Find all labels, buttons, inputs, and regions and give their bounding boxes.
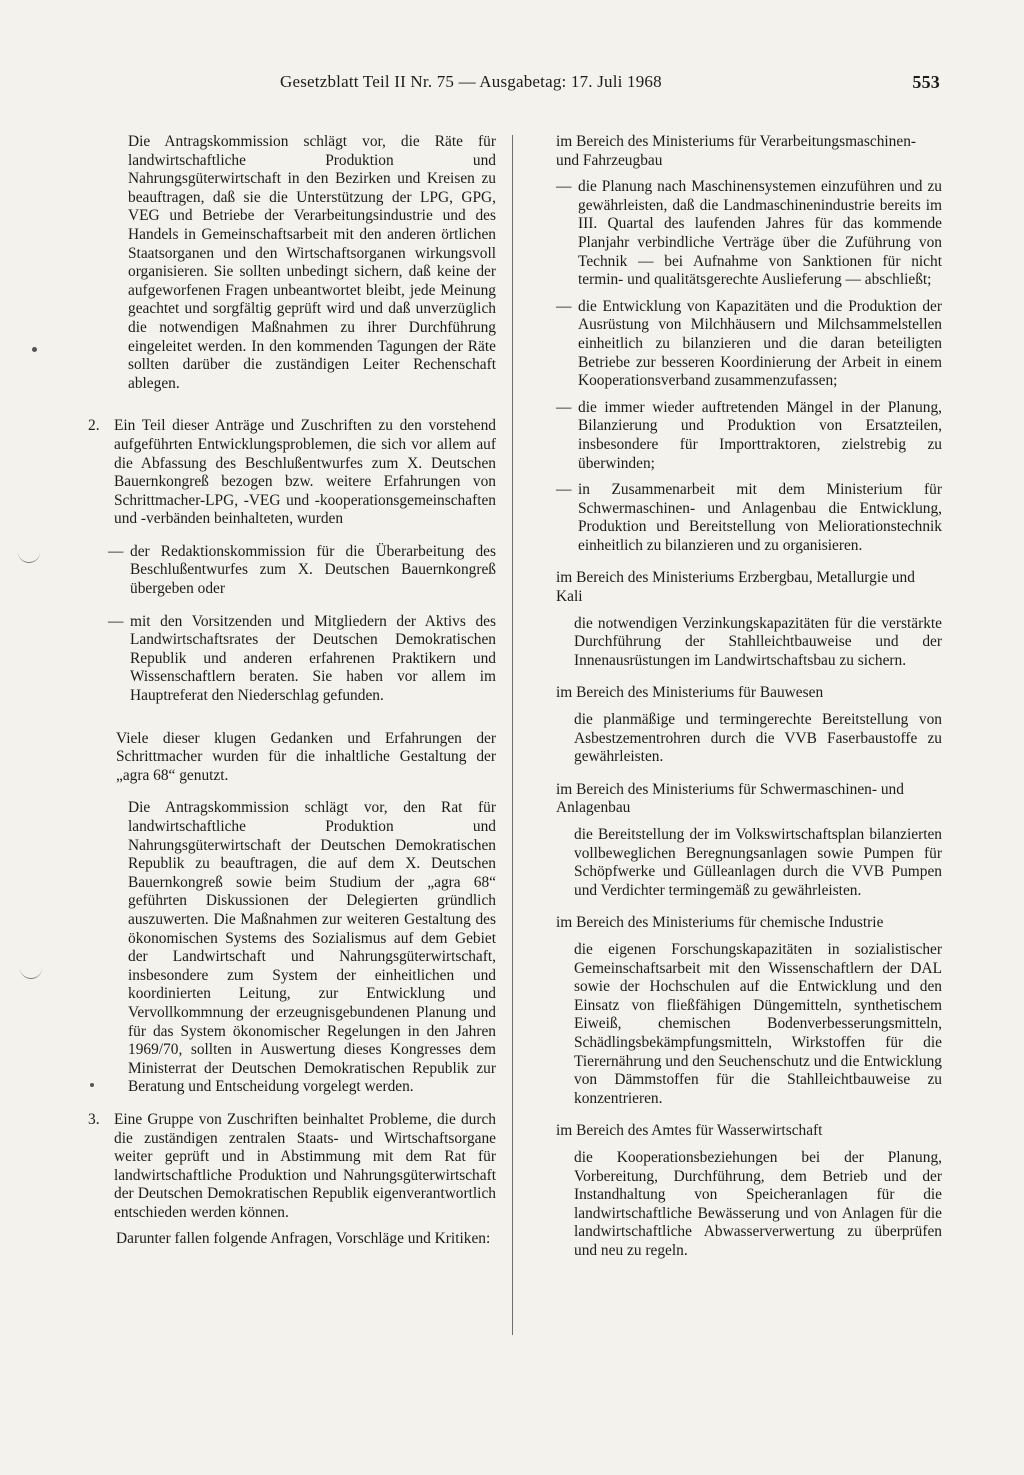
dash-item bbox=[108, 543, 496, 599]
dash-text: die Planung nach Maschinensystemen einzuführen und zu gewährleisten, daß die Landmaschinenindustrie bereits im III. Quartal des laufenden Jahres für das kommende Planjahr verbindliche Verträge über die Zuführung von Technik — bei Aufnahme von Sanktionen für nicht termin- und qualitätsgerechte Auslieferung — abschließt; bbox=[578, 178, 942, 289]
item-text: Ein Teil dieser Anträge und Zuschriften zu den vorstehend aufgeführten Entwicklungsproblemen, die sich vor allem auf die Abfassung des Beschlußentwurfes zum X. Deutschen Bauernkongreß bezogen bzw. weitere Erfahrungen von Schrittmacher-LPG, -VEG und -kooperationsgemeinschaften und -verbänden beinhalteten, wurden bbox=[114, 417, 496, 528]
paragraph-antragskommission-1: Die Antragskommission schlägt vor, die Räte für landwirtschaftliche Produktion und Nahrungsgüterwirtschaft in den Bezirken und Kreisen zu beauftragen, daß sie die Unterstützung der LPG, GPG, VEG und Betriebe der Verarbeitungsindustrie und des Handels in Gemeinschaftsarbeit mit den anderen örtlichen Staatsorganen und den Wirtschaftsorganen wirkungsvoll organisieren. Sie sollten unbedingt sichern, daß keine der aufgeworfenen Fragen unbeantwortet bleibt, jede Meinung geachtet und sorgfältig geprüft wird und daß unverzüglich die notwendigen Maßnahmen zu ihrer Durchführung eingeleitet werden. In den kommenden Tagungen der Räte sollten darüber die zuständigen Leiter Rechenschaft ablegen. bbox=[128, 133, 496, 392]
paragraph-viele: Viele dieser klugen Gedanken und Erfahrungen der Schrittmacher wurden für die inhaltliche Gestaltung der „agra 68“ genutzt. bbox=[116, 729, 496, 784]
dash-glyph: — bbox=[556, 481, 572, 499]
dash-text: mit den Vorsitzenden und Mitgliedern der Aktivs des Landwirtschaftsrates der Deutschen Demokratischen Republik und anderen erfahrenen Praktikern und Wissenschaftlern beraten. Sie haben vor allem im Hauptreferat den Niederschlag gefunden. bbox=[130, 612, 496, 705]
item-number: 2. bbox=[88, 417, 100, 435]
dash-glyph: — bbox=[556, 178, 572, 196]
dash-glyph: — bbox=[556, 297, 572, 315]
margin-mark bbox=[18, 552, 40, 563]
section-text: die Bereitstellung der im Volkswirtschaftsplan bilanzierten vollbeweglichen Beregnungsanlagen sowie Pumpen für Schöpfwerke und Gülleanlagen durch die VVB Pumpen und Verdichter termingemäß zu gewährleisten. bbox=[574, 826, 942, 899]
dash-text: die immer wieder auftretenden Mängel in der Planung, Bilanzierung und Produktion von Ersatzteilen, insbesondere für Importtraktoren, zielstrebig zu überwinden; bbox=[578, 398, 942, 472]
dash-item bbox=[108, 613, 496, 706]
dash-text: in Zusammenarbeit mit dem Ministerium für Schwermaschinen- und Anlagenbau die Entwicklung, Produktion und Bereitstellung von Meliorationstechnik einheitlich zu bilanzieren und zu organisieren. bbox=[578, 481, 942, 554]
section-heading: im Bereich des Amtes für Wasserwirtschaft bbox=[556, 1122, 823, 1140]
dash-glyph: — bbox=[108, 542, 124, 560]
paragraph-darunter: Darunter fallen folgende Anfragen, Vorschläge und Kritiken: bbox=[116, 1230, 491, 1248]
margin-dot bbox=[32, 347, 37, 352]
dash-text: der Redaktionskommission für die Überarbeitung des Beschlußentwurfes zum X. Deutschen Bauernkongreß übergeben oder bbox=[130, 542, 496, 598]
section-text: die eigenen Forschungskapazitäten in sozialistischer Gemeinschaftsarbeit mit den Wissenschaftlern der DAL sowie der Hochschulen auf die Entwicklung und den Einsatz von fließfähigen Düngemitteln, synthetischem Eiweiß, chemischen Bodenverbesserungsmitteln, Schädlingsbekämpfungsmitteln, Wirkstoffen für die Tierernährung und den Seuchenschutz und die Entwicklung von Dämmstoffen für die Stahlleichtbauweise zu konzentrieren. bbox=[574, 940, 942, 1107]
item-text: Eine Gruppe von Zuschriften beinhaltet Probleme, die durch die zuständigen zentralen Staats- und Wirtschaftsorgane weiter geprüft und in Abstimmung mit dem Rat für landwirtschaftliche Produktion und Nahrungsgüterwirtschaft der Deutschen Demokratischen Republik eigenverantwortlich entschieden werden können. bbox=[114, 1110, 496, 1221]
dash-item bbox=[556, 481, 942, 555]
left-column bbox=[88, 133, 496, 1249]
section-heading: im Bereich des Ministeriums für chemische Industrie bbox=[556, 914, 884, 932]
section-text: die Kooperationsbeziehungen bei der Planung, Vorbereitung, Durchführung, dem Betrieb und der Instandhaltung von Speicheranlagen für die landwirtschaftliche Bewässerung und von Anlagen für die landwirtschaftliche Abwasserverwertung zu überprüfen und neu zu regeln. bbox=[574, 1148, 942, 1259]
dash-item bbox=[556, 178, 942, 290]
header-title: Gesetzblatt Teil II Nr. 75 — Ausgabetag: 17. Juli 1968 bbox=[280, 72, 662, 91]
page-number: 553 bbox=[912, 72, 940, 92]
paragraph-antragskommission-2: Die Antragskommission schlägt vor, den Rat für landwirtschaftliche Produktion und Nahrungsgüterwirtschaft der Deutschen Demokratischen Republik zu beauftragen, die auf dem X. Deutschen Bauernkongreß sowie beim Studium der „agra 68“ geführten Diskussionen der Delegierten gründlich auszuwerten. Die Maßnahmen zur weiteren Gestaltung des ökonomischen Systems des Sozialismus auf dem Gebiet der Landwirtschaft und Nahrungsgüterwirtschaft, insbesondere zum System der einheitlichen und koordinierten Leitung, zur Entwicklung und Vervollkommnung der erzeugnisgebundenen Planung und für das System ökonomischer Regelungen in den Jahren 1969/70, sollten in Auswertung dieses Kongresses dem Ministerrat der Deutschen Demokratischen Republik zur Beratung und Entscheidung vorgelegt werden. bbox=[128, 799, 496, 1096]
section-text: die notwendigen Verzinkungskapazitäten für die verstärkte Durchführung der Stahlleichtbauweise und der Innenausrüstungen im Landwirtschaftsbau zu sichern. bbox=[574, 614, 942, 669]
item-number: 3. bbox=[88, 1110, 100, 1128]
dash-item bbox=[556, 298, 942, 391]
dash-text: die Entwicklung von Kapazitäten und die Produktion der Ausrüstung von Milchhäusern und Milchsammelstellen einheitlich zu bilanzieren und die daran beteiligten Betriebe zur besseren Koordinierung der Arbeit in einem Kooperationsverband zusammenzufassen; bbox=[578, 297, 942, 390]
margin-mark bbox=[20, 968, 42, 979]
section-heading: im Bereich des Ministeriums für Verarbeitungsmaschinen- und Fahrzeugbau bbox=[556, 133, 917, 169]
dash-glyph: — bbox=[108, 612, 124, 630]
dash-glyph: — bbox=[556, 398, 572, 416]
section-heading: im Bereich des Ministeriums für Bauwesen bbox=[556, 684, 824, 702]
column-divider bbox=[512, 135, 513, 1335]
section-heading: im Bereich des Ministeriums Erzbergbau, Metallurgie und Kali bbox=[556, 569, 915, 606]
section-text: die planmäßige und termingerechte Bereitstellung von Asbestzementrohren durch die VVB Faserbaustoffe zu gewährleisten. bbox=[574, 711, 942, 766]
section-heading: im Bereich des Ministeriums für Schwermaschinen- und Anlagenbau bbox=[556, 780, 904, 817]
right-column bbox=[556, 133, 942, 1260]
numbered-item-2 bbox=[88, 417, 496, 529]
numbered-item-3 bbox=[88, 1111, 496, 1223]
dash-item bbox=[556, 399, 942, 473]
